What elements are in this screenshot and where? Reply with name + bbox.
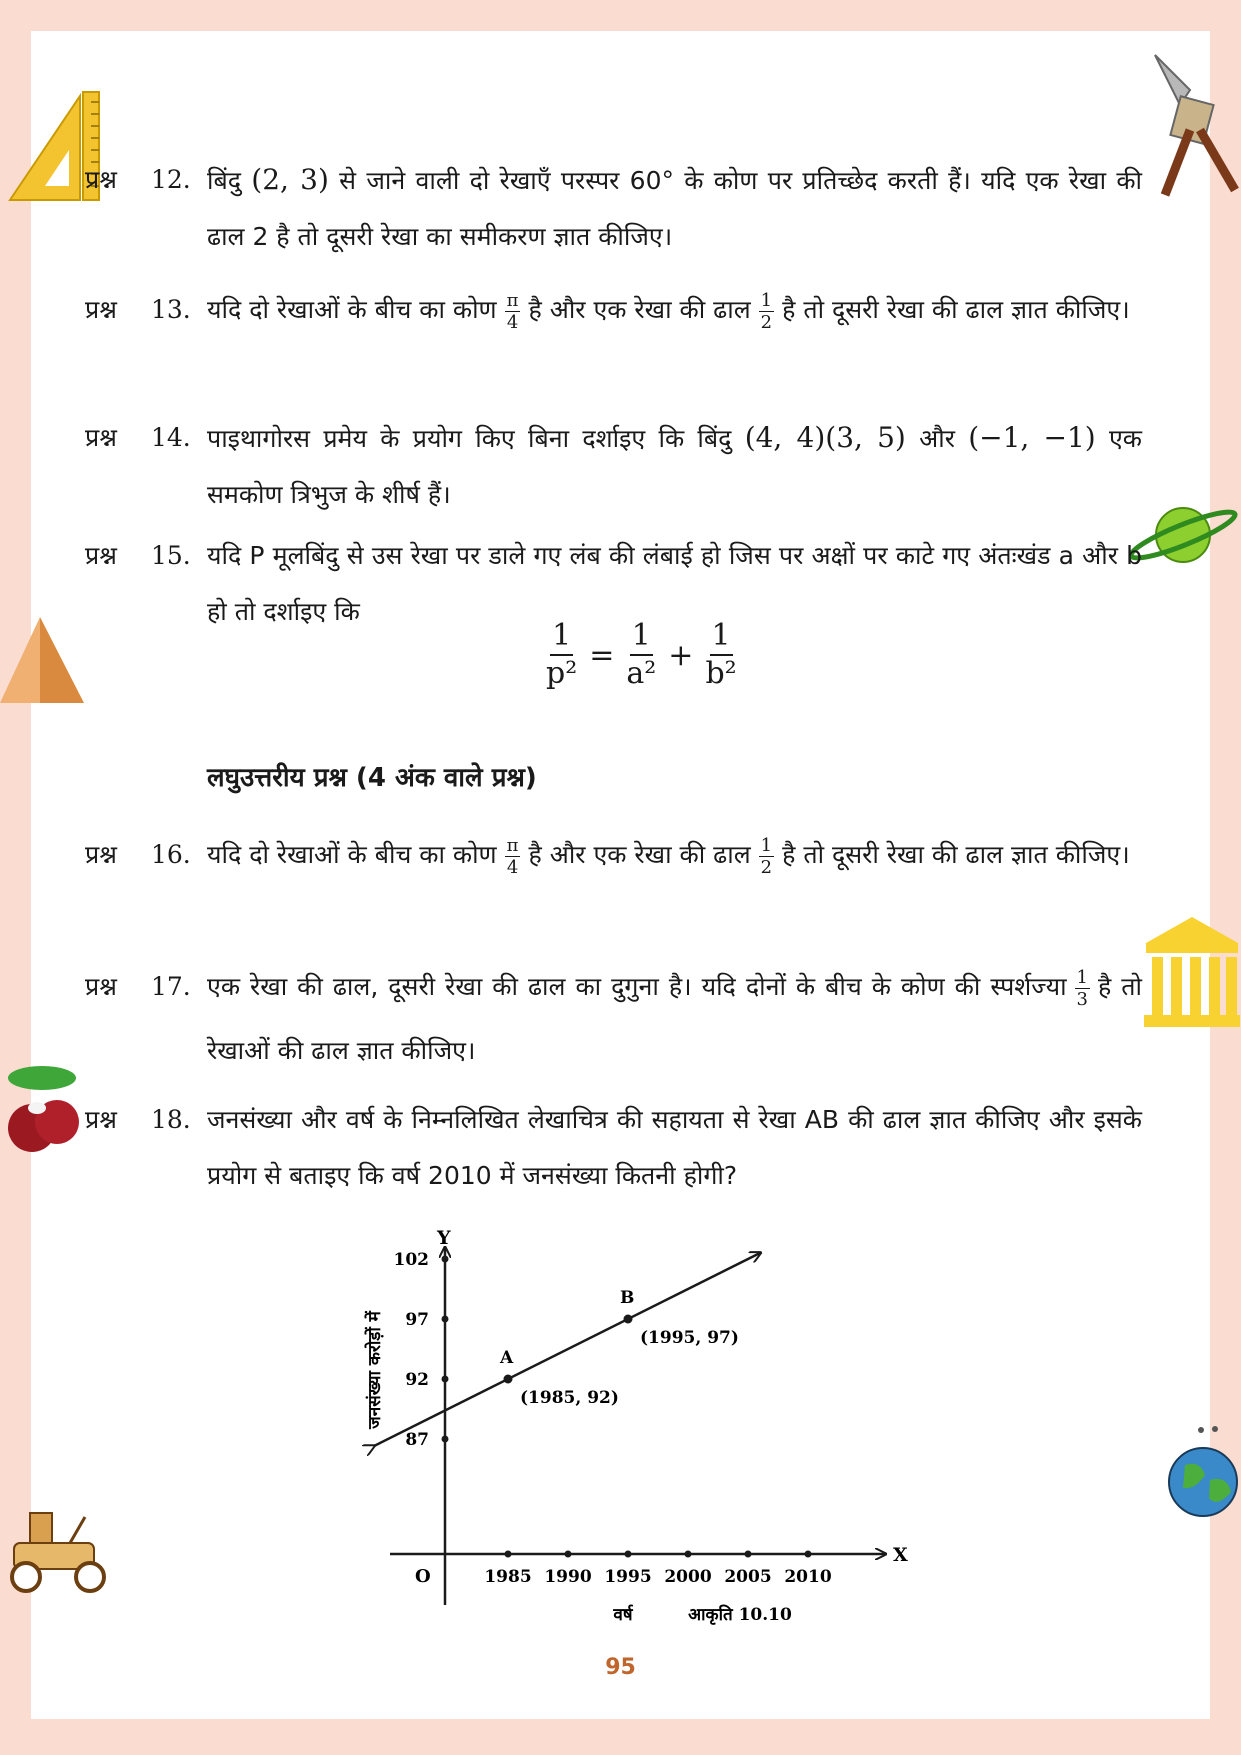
x-tick-label: 1995 [604, 1567, 652, 1587]
x-tick-dot [505, 1551, 512, 1558]
question-label: प्रश्न [85, 295, 117, 324]
angle-fraction: $\frac{\pi}{4}$ [506, 834, 519, 878]
y-axis-label: जनसंख्या करोड़ों में [365, 1311, 385, 1429]
question-number: 18. [151, 1105, 191, 1134]
question-13 [85, 278, 1145, 398]
y-tick-label: 87 [405, 1430, 429, 1450]
globe-icon [1165, 1420, 1241, 1520]
x-tick-dot [805, 1551, 812, 1558]
x-tick-label: 2005 [724, 1567, 772, 1587]
question-text: एक रेखा की ढाल, दूसरी रेखा की ढाल का दुगुना है। यदि दोनों के बीच के कोण की स्पर्शज्या $\frac{1}{3}$ है तो रेखाओं की ढाल ज्ञात कीजिए। [207, 966, 1142, 1065]
tangent-fraction: $\frac{1}{3}$ [1076, 966, 1088, 1010]
point-b [624, 1315, 633, 1324]
y-tick-dot [442, 1436, 449, 1443]
section-heading: लघुउत्तरीय प्रश्न (4 अंक वाले प्रश्न) [207, 763, 537, 793]
tools-icon [1150, 50, 1240, 200]
fruit-icon [2, 1060, 92, 1165]
x-tick-dot [625, 1551, 632, 1558]
x-tick-label: 2000 [664, 1567, 712, 1587]
y-axis-name: Y [437, 1227, 451, 1249]
question-label: प्रश्न [85, 423, 117, 452]
y-tick-dot [442, 1316, 449, 1323]
points-coordinates: (4, 4)(3, 5) [744, 421, 906, 454]
x-tick-dot [685, 1551, 692, 1558]
point-name-label: B [620, 1288, 635, 1308]
point-coordinates: (−1, −1) [968, 421, 1096, 454]
question-17 [85, 955, 1145, 1075]
x-axis-label: वर्ष [613, 1605, 633, 1625]
point-name-label: A [500, 1348, 514, 1368]
point-coordinate-label: (1985, 92) [520, 1388, 619, 1408]
x-tick-label: 1985 [484, 1567, 532, 1587]
point-coordinate-label: (1995, 97) [640, 1328, 739, 1348]
x-tick-dot [565, 1551, 572, 1558]
x-tick-dot [745, 1551, 752, 1558]
question-number: 13. [151, 295, 191, 324]
point-coordinates: (2, 3) [251, 163, 329, 196]
point-a [504, 1375, 513, 1384]
x-tick-label: 2010 [784, 1567, 832, 1587]
question-number: 17. [151, 972, 191, 1001]
question-text: पाइथागोरस प्रमेय के प्रयोग किए बिना दर्शाइए कि बिंदु (4, 4)(3, 5) और (−1, −1) एक समकोण त्रिभुज के शीर्ष हैं। [207, 421, 1142, 509]
question-label: प्रश्न [85, 541, 117, 570]
question-text: यदि दो रेखाओं के बीच का कोण $\frac{\pi}{4}$ है और एक रेखा की ढाल $\frac{1}{2}$ है तो दूसरी रेखा की ढाल ज्ञात कीजिए। [207, 834, 1130, 878]
question-12 [85, 152, 1145, 262]
temple-icon [1142, 915, 1241, 1030]
y-tick-label: 92 [405, 1370, 429, 1390]
pyramid-icon [0, 615, 86, 705]
question-label: प्रश्न [85, 1105, 117, 1134]
slope-fraction: $\frac{1}{2}$ [760, 289, 773, 333]
question-18 [85, 1092, 1145, 1202]
line-ab [374, 1253, 760, 1446]
question-number: 14. [151, 423, 191, 452]
page-number: 95 [605, 1655, 636, 1680]
y-tick-dot [442, 1376, 449, 1383]
x-tick-label: 1990 [544, 1567, 592, 1587]
question-number: 15. [151, 541, 191, 570]
question-16 [85, 823, 1145, 943]
slope-fraction: $\frac{1}{2}$ [760, 834, 773, 878]
origin-label: O [415, 1566, 431, 1587]
question-text: जनसंख्या और वर्ष के निम्नलिखित लेखाचित्र की सहायता से रेखा AB की ढाल ज्ञात कीजिए और इसके प्रयोग से बताइए कि वर्ष 2010 में जनसंख्या कितनी होगी? [207, 1105, 1142, 1190]
question-label: प्रश्न [85, 972, 117, 1001]
question-text: बिंदु (2, 3) से जाने वाली दो रेखाएँ परस्पर 60° के कोण पर प्रतिच्छेद करती हैं। यदि एक रेखा की ढाल 2 है तो दूसरी रेखा का समीकरण ज्ञात कीजिए। [207, 163, 1142, 251]
question-label: प्रश्न [85, 165, 117, 194]
y-tick-label: 97 [405, 1310, 429, 1330]
question-number: 16. [151, 840, 191, 869]
reciprocal-equation: $\frac{1}{\text{p²}}$ = $\frac{1}{\text{a²}}$ + $\frac{1}{\text{b²}}$ [546, 618, 737, 691]
y-tick-dot [442, 1256, 449, 1263]
vehicle-icon [0, 1505, 125, 1595]
population-year-graph [360, 1220, 920, 1630]
question-number: 12. [151, 165, 191, 194]
question-14 [85, 410, 1145, 520]
question-label: प्रश्न [85, 840, 117, 869]
x-axis-name: X [893, 1544, 908, 1566]
angle-fraction: $\frac{\pi}{4}$ [506, 289, 519, 333]
y-tick-label: 102 [393, 1250, 429, 1270]
question-text: यदि दो रेखाओं के बीच का कोण $\frac{\pi}{4}$ है और एक रेखा की ढाल $\frac{1}{2}$ है तो दूसरी रेखा की ढाल ज्ञात कीजिए। [207, 289, 1130, 333]
question-text: यदि P मूलबिंदु से उस रेखा पर डाले गए लंब की लंबाई हो जिस पर अक्षों पर काटे गए अंतःखंड a और b हो तो दर्शाइए कि [207, 541, 1142, 626]
figure-caption: आकृति 10.10 [688, 1605, 792, 1625]
